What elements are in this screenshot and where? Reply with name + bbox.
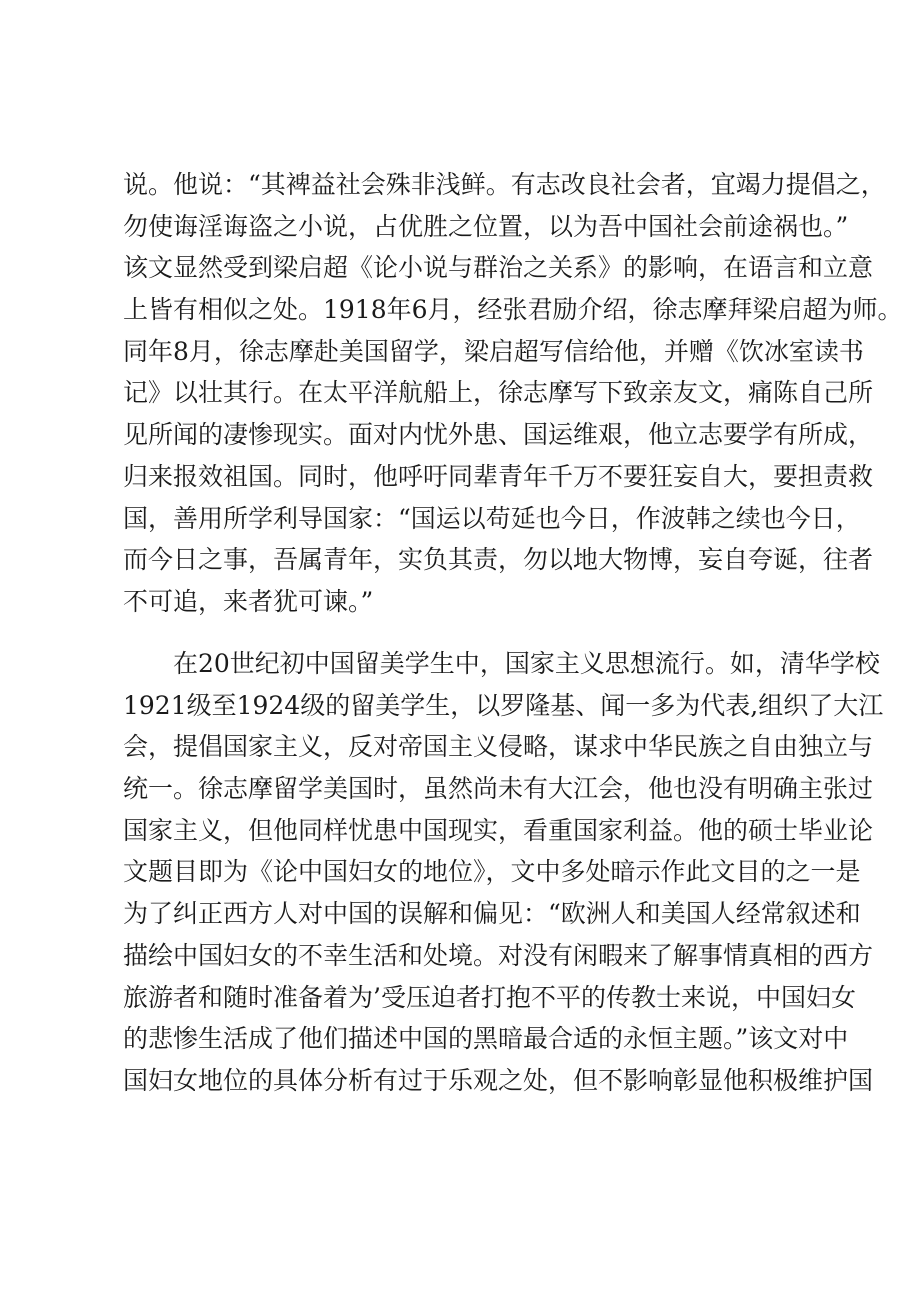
text-line: 的悲惨生活成了他们描述中国的黑暗最合适的永恒主题。”该文对中 — [123, 1024, 849, 1054]
text-line: 描绘中国妇女的不幸生活和处境。对没有闲暇来了解事情真相的西方 — [123, 940, 874, 970]
text-line: 旅游者和随时准备着为’受压迫者打抱不平的传教士来说，中国妇女 — [123, 982, 856, 1012]
text-line: 会，提倡国家主义，反对帝国主义侵略，谋求中华民族之自由独立与 — [123, 732, 874, 762]
text-line: 同年8月，徐志摩赴美国留学，梁启超写信给他，并赠《饮冰室读书 — [123, 336, 864, 366]
text-line: 不可追，来者犹可谏。” — [123, 586, 374, 616]
text-line: 为了纠正西方人对中国的误解和偏见：“欧洲人和美国人经常叙述和 — [123, 899, 861, 929]
text-line: 国妇女地位的具体分析有过于乐观之处，但不影响彰显他积极维护国 — [123, 1065, 874, 1095]
paragraph-1 — [123, 164, 903, 623]
text-line: 该文显然受到梁启超《论小说与群治之关系》的影响，在语言和立意 — [123, 253, 874, 283]
text-line: 上皆有相似之处。1918年6月，经张君励介绍，徐志摩拜梁启超为师。 — [123, 295, 903, 325]
text-line: 而今日之事，吾属青年，实负其责，勿以地大物博，妄自夸诞，往者 — [123, 545, 874, 575]
text-line: 国家主义，但他同样忧患中国现实，看重国家利益。他的硕士毕业论 — [123, 815, 874, 845]
text-line: 统一。徐志摩留学美国时，虽然尚未有大江会，他也没有明确主张过 — [123, 774, 874, 804]
text-line: 勿使诲淫诲盗之小说，占优胜之位置，以为吾中国社会前途祸也。” — [123, 211, 849, 241]
text-line: 1921级至1924级的留美学生，以罗隆基、闻一多为代表,组织了大江 — [123, 690, 884, 720]
text-line: 说。他说：“其裨益社会殊非浅鲜。有志改良社会者，宜竭力提倡之， — [123, 170, 886, 199]
text-line: 见所闻的凄惨现实。面对内忧外患、国运维艰，他立志要学有所成， — [123, 420, 874, 450]
paragraph-2 — [123, 643, 884, 1102]
text-line: 记》以壮其行。在太平洋航船上，徐志摩写下致亲友文，痛陈自己所 — [123, 378, 874, 408]
text-line: 在20世纪初中国留美学生中，国家主义思想流行。如，清华学校 — [173, 649, 880, 678]
text-line: 国，善用所学利导国家：“国运以苟延也今日，作波韩之续也今日， — [123, 503, 861, 533]
text-line: 归来报效祖国。同时，他呼吁同辈青年千万不要狂妄自大，要担责救 — [123, 461, 874, 491]
text-line: 文题目即为《论中国妇女的地位》，文中多处暗示作此文目的之一是 — [123, 857, 861, 887]
